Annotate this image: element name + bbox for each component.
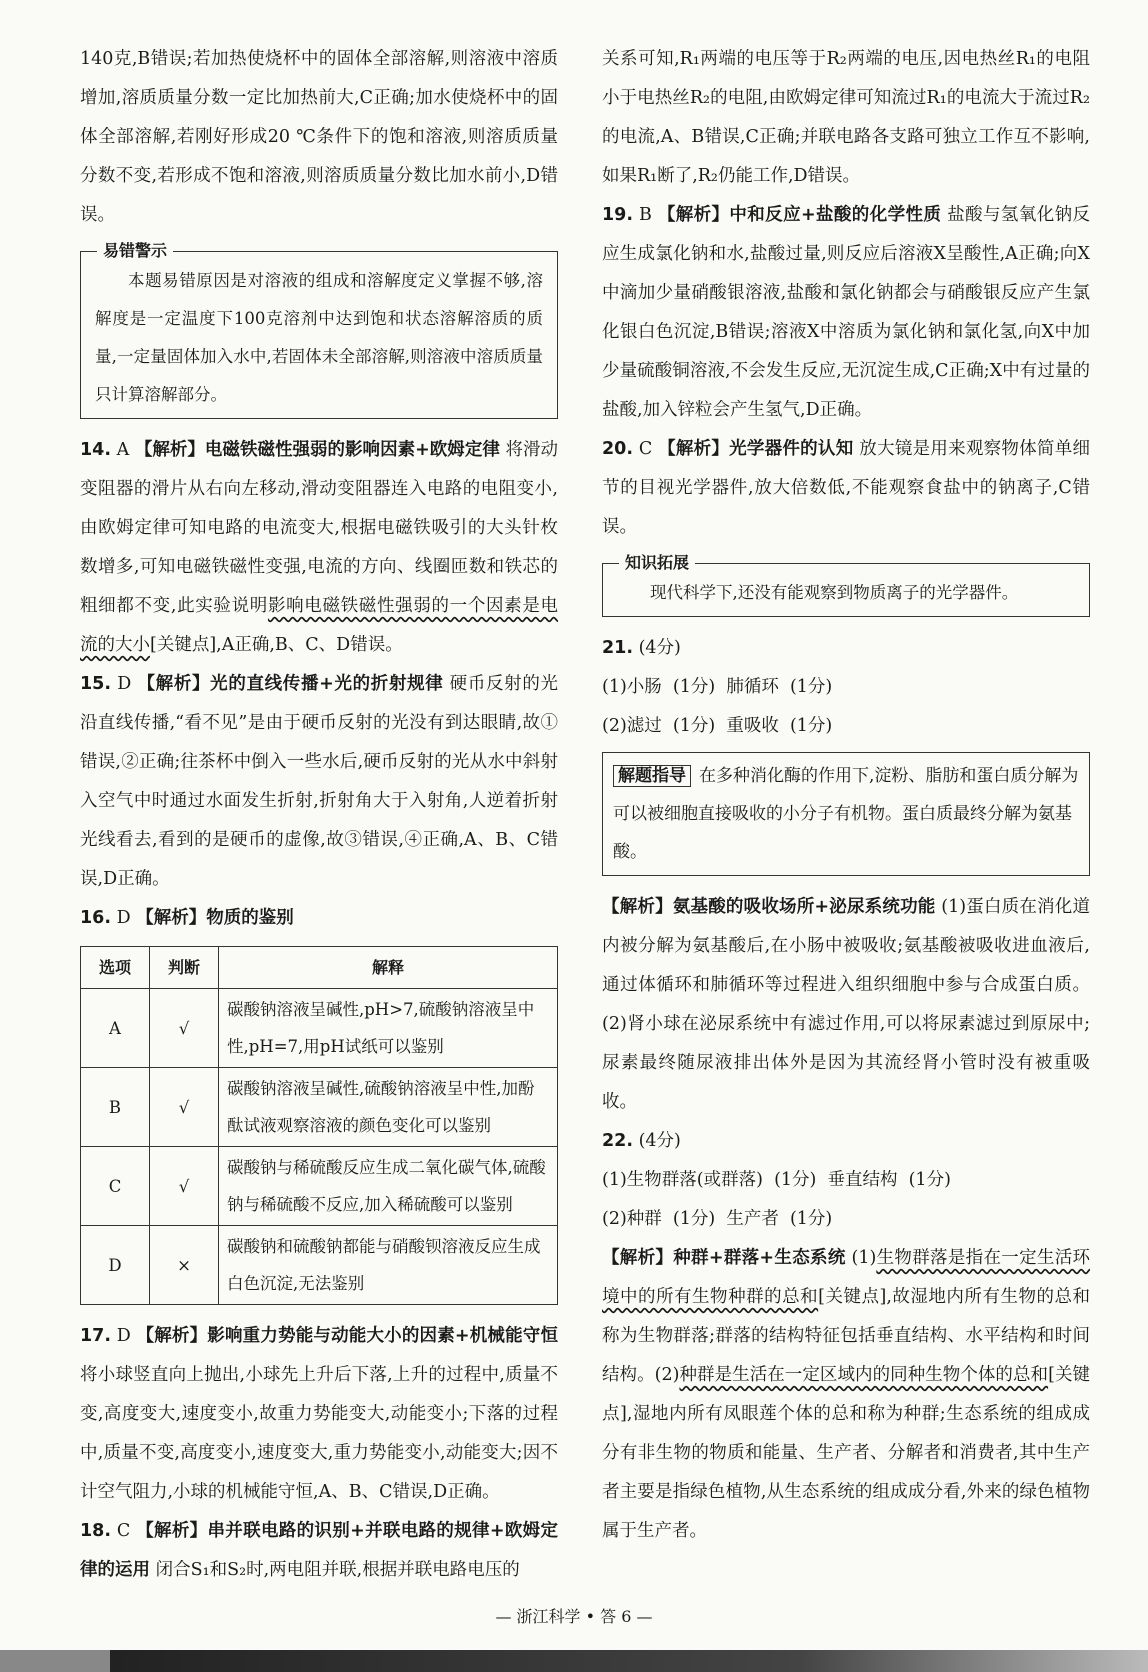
- solution-guide-box: [602, 752, 1090, 876]
- knowledge-extension-box: [602, 553, 1090, 617]
- question-number: 19.: [602, 205, 634, 225]
- analysis-text: [关键点],故湿地内所有生物的总和称为生物群落;群落的结构特征包括垂直结构、水平结构和时间结构。(2): [602, 1287, 1090, 1385]
- analysis-text: (1): [851, 1248, 877, 1268]
- table-header: 解释: [219, 947, 558, 989]
- key-point-underline: 生物群落是指在一定生活环境中的所有生物种群的总和: [602, 1248, 1090, 1307]
- table-cell-judge: √: [150, 1147, 219, 1226]
- table-header: 判断: [150, 947, 219, 989]
- answer-letter: D: [117, 674, 132, 694]
- analysis-tag: 【解析】氨基酸的吸收场所+泌尿系统功能: [602, 897, 936, 917]
- answer-17: [80, 1317, 558, 1512]
- table-cell-text: 碳酸钠和硫酸钠都能与硝酸钡溶液反应生成白色沉淀,无法鉴别: [219, 1226, 558, 1305]
- error-warning-box: [80, 241, 558, 419]
- answer-22-analysis: [602, 1239, 1090, 1551]
- box-text: 在多种消化酶的作用下,淀粉、脂肪和蛋白质分解为可以被细胞直接吸收的小分子有机物。蛋白质最终分解为氨基酸。: [613, 766, 1079, 862]
- table-cell-option: A: [81, 989, 150, 1068]
- analysis-text: 将滑动变阻器的滑片从右向左移动,滑动变阻器连入电路的电阻变小,由欧姆定律可知电路的电流变大,根据电磁铁吸引的大头针枚数增多,可知电磁铁磁性变强,电流的方向、线圈匝数和铁芯的粗细都不变,此实验说明: [80, 440, 558, 616]
- answer-letter: C: [116, 1521, 131, 1541]
- analysis-tag: 【解析】影响重力势能与动能大小的因素+机械能守恒: [136, 1326, 558, 1346]
- identification-table: [80, 946, 558, 1305]
- analysis-text: 将小球竖直向上抛出,小球先上升后下落,上升的过程中,质量不变,高度变大,速度变小,故重力势能变大,动能变小;下落的过程中,质量不变,高度变小,速度变大,重力势能变小,动能变大;因不计空气阻力,小球的机械能守恒,A、B、C错误,D正确。: [80, 1365, 558, 1502]
- right-column: [602, 40, 1090, 1551]
- answer-14: [80, 431, 558, 665]
- table-cell-option: B: [81, 1068, 150, 1147]
- box-text: 现代科学下,还没有能观察到物质离子的光学器件。: [650, 583, 1019, 602]
- answer-21-line2: (2)滤过 (1分) 重吸收 (1分): [602, 716, 833, 736]
- question-number: 14.: [80, 440, 112, 460]
- table-cell-text: 碳酸钠溶液呈碱性,pH>7,硫酸钠溶液呈中性,pH=7,用pH试纸可以鉴别: [219, 989, 558, 1068]
- page-footer: — 浙江科学 • 答 6 —: [495, 1607, 653, 1626]
- left-column: [80, 40, 558, 1590]
- answer-21-line1: (1)小肠 (1分) 肺循环 (1分): [602, 677, 833, 697]
- analysis-text: 放大镜是用来观察物体简单细节的目视光学器件,放大倍数低,不能观察食盐中的钠离子,C错误。: [602, 439, 1090, 537]
- analysis-tag: 【解析】电磁铁磁性强弱的影响因素+欧姆定律: [134, 440, 500, 460]
- question-number: 18.: [80, 1521, 112, 1541]
- analysis-tag: 【解析】光学器件的认知: [658, 439, 854, 459]
- answer-16: [80, 899, 558, 938]
- table-row: [81, 1068, 558, 1147]
- answer-letter: B: [638, 205, 652, 225]
- question-number: 21.: [602, 638, 634, 658]
- analysis-text: (1)蛋白质在消化道内被分解为氨基酸后,在小肠中被吸收;氨基酸被吸收进血液后,通过体循环和肺循环等过程进入组织细胞中参与合成蛋白质。(2)肾小球在泌尿系统中有滤过作用,可以将尿素滤过到原尿中;尿素最终随尿液排出体外是因为其流经肾小管时没有被重吸收。: [602, 897, 1090, 1112]
- answer-18: [80, 1512, 558, 1590]
- answer-20: [602, 430, 1090, 547]
- box-title: 知识拓展: [619, 551, 695, 575]
- box-title: 易错警示: [97, 239, 173, 263]
- answer-22-heading: [602, 1122, 1090, 1161]
- analysis-tag: 【解析】中和反应+盐酸的化学性质: [657, 205, 942, 225]
- table-row: [81, 1147, 558, 1226]
- table-header-row: [81, 947, 558, 989]
- paragraph-intro-right: 关系可知,R₁两端的电压等于R₂两端的电压,因电热丝R₁的电阻小于电热丝R₂的电阻,由欧姆定律可知流过R₁的电流大于流过R₂的电流,A、B错误,C正确;并联电路各支路可独立工作互不影响,如果R₁断了,R₂仍能工作,D错误。: [602, 49, 1090, 186]
- analysis-end: [关键点],湿地内所有凤眼莲个体的总和称为种群;生态系统的组成成分有非生物的物质和能量、生产者、分解者和消费者,其中生产者主要是指绿色植物,从生态系统的组成成分看,外来的绿色植物属于生产者。: [602, 1365, 1091, 1541]
- question-score: (4分): [638, 638, 681, 658]
- question-number: 20.: [602, 439, 634, 459]
- paragraph-intro-left: 140克,B错误;若加热使烧杯中的固体全部溶解,则溶液中溶质增加,溶质质量分数一定比加热前大,C正确;加水使烧杯中的固体全部溶解,若刚好形成20 ℃条件下的饱和溶液,则溶质质量分数不变,若形成不饱和溶液,则溶质质量分数比加水前小,D错误。: [80, 49, 558, 225]
- analysis-text: 闭合S₁和S₂时,两电阻并联,根据并联电路电压的: [155, 1560, 520, 1580]
- table-cell-option: D: [81, 1226, 150, 1305]
- table-row: [81, 1226, 558, 1305]
- table-cell-judge: √: [150, 1068, 219, 1147]
- answer-19: [602, 196, 1090, 430]
- question-number: 15.: [80, 674, 112, 694]
- analysis-tag: 【解析】物质的鉴别: [136, 908, 294, 928]
- scan-edge-bar: [0, 1650, 1148, 1672]
- analysis-tag: 【解析】光的直线传播+光的折射规律: [137, 674, 444, 694]
- table-header: 选项: [81, 947, 150, 989]
- analysis-tag: 【解析】串并联电路的识别+并联电路的规律+欧姆定律的运用: [80, 1521, 558, 1580]
- analysis-tag: 【解析】种群+群落+生态系统: [602, 1248, 846, 1268]
- table-cell-judge: ×: [150, 1226, 219, 1305]
- question-number: 17.: [80, 1326, 112, 1346]
- table-row: [81, 989, 558, 1068]
- answer-22-line1: (1)生物群落(或群落) (1分) 垂直结构 (1分): [602, 1170, 951, 1190]
- answer-letter: A: [116, 440, 130, 460]
- question-score: (4分): [638, 1131, 681, 1151]
- answer-letter: D: [116, 1326, 131, 1346]
- table-cell-judge: √: [150, 989, 219, 1068]
- answer-22-line2: (2)种群 (1分) 生产者 (1分): [602, 1209, 833, 1229]
- answer-15: [80, 665, 558, 899]
- analysis-text: 硬币反射的光沿直线传播,“看不见”是由于硬币反射的光没有到达眼睛,故①错误,②正确;往茶杯中倒入一些水后,硬币反射的光从水中斜射入空气中时通过水面发生折射,折射角大于入射角,人逆着折射光线看去,看到的是硬币的虚像,故③错误,④正确,A、B、C错误,D正确。: [80, 674, 558, 889]
- table-cell-text: 碳酸钠溶液呈碱性,硫酸钠溶液呈中性,加酚酞试液观察溶液的颜色变化可以鉴别: [219, 1068, 558, 1147]
- table-cell-option: C: [81, 1147, 150, 1226]
- question-number: 22.: [602, 1131, 634, 1151]
- analysis-end: [关键点],A正确,B、C、D错误。: [150, 635, 403, 655]
- table-cell-text: 碳酸钠与稀硫酸反应生成二氧化碳气体,硫酸钠与稀硫酸不反应,加入稀硫酸可以鉴别: [219, 1147, 558, 1226]
- key-point-underline: 影响电磁铁磁性强弱的一个因素是电流的大小: [80, 596, 559, 655]
- analysis-text: 盐酸与氢氧化钠反应生成氯化钠和水,盐酸过量,则反应后溶液X呈酸性,A正确;向X中滴加少量硝酸银溶液,盐酸和氯化钠都会与硝酸银反应产生氯化银白色沉淀,B错误;溶液X中溶质为氯化钠和氯化氢,向X中加少量硫酸铜溶液,不会发生反应,无沉淀生成,C正确;X中有过量的盐酸,加入锌粒会产生氢气,D正确。: [602, 205, 1090, 420]
- answer-letter: C: [638, 439, 653, 459]
- box-text: 本题易错原因是对溶液的组成和溶解度定义掌握不够,溶解度是一定温度下100克溶剂中达到饱和状态溶解溶质的质量,一定量固体加入水中,若固体未全部溶解,则溶液中溶质质量只计算溶解部分。: [95, 271, 543, 404]
- key-point-underline: 种群是生活在一定区域内的同种生物个体的总和: [679, 1365, 1049, 1385]
- answer-letter: D: [116, 908, 131, 928]
- answer-21-analysis: [602, 888, 1090, 1122]
- answer-21-heading: [602, 629, 1090, 668]
- box-title: 解题指导: [613, 765, 691, 787]
- question-number: 16.: [80, 908, 112, 928]
